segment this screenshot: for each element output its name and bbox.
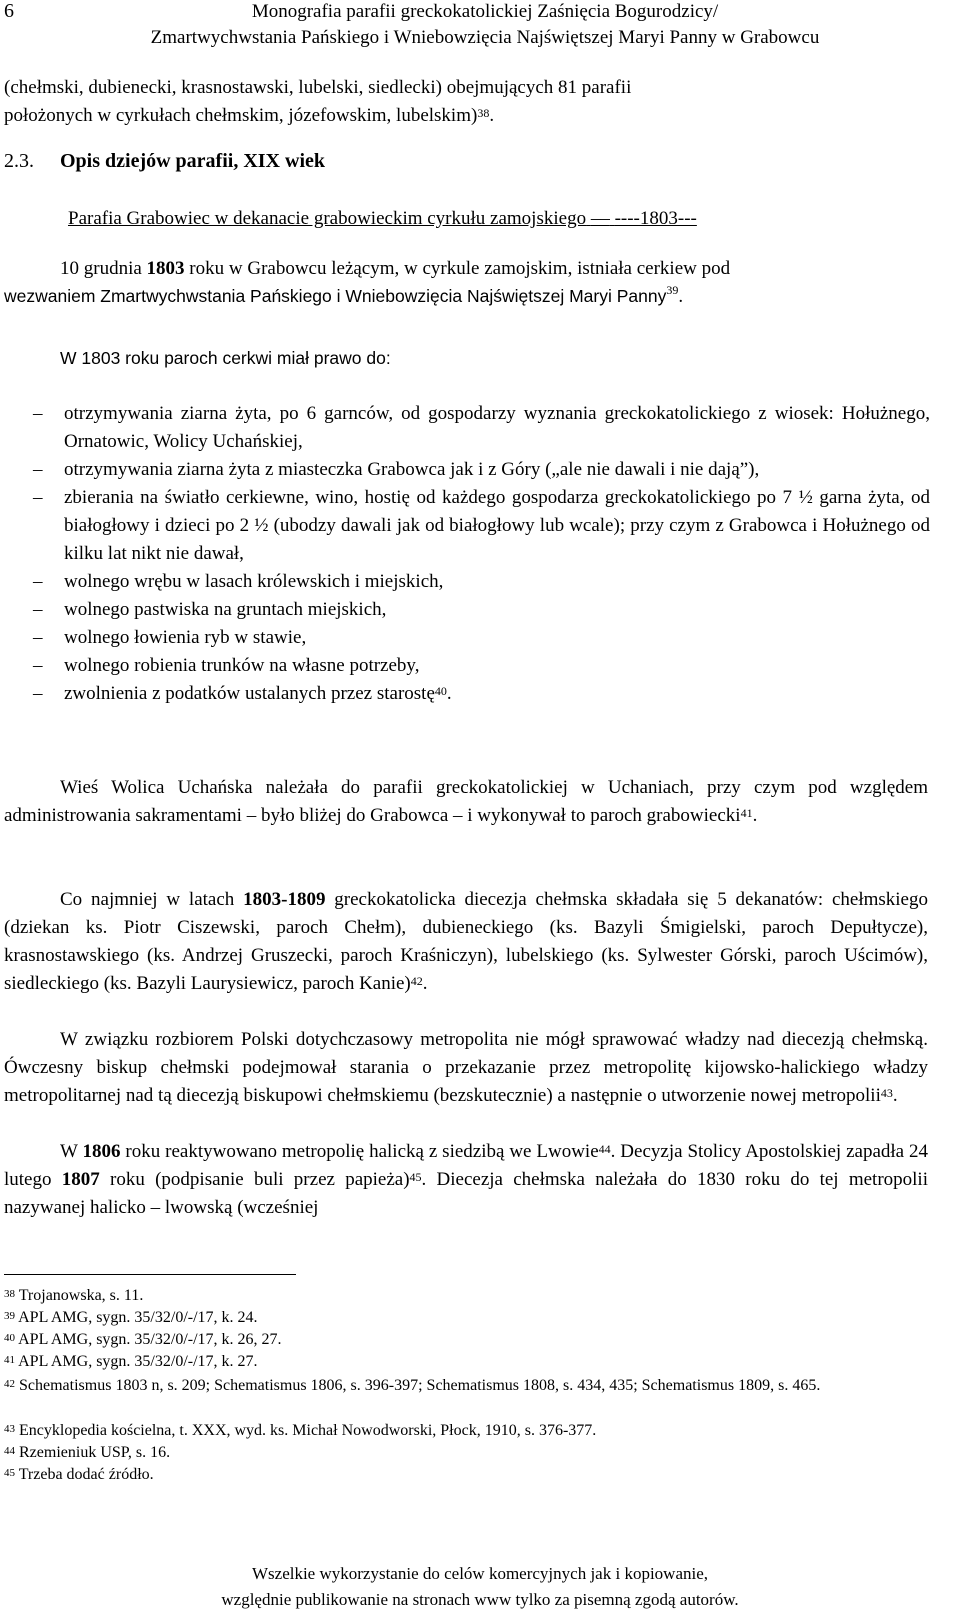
p5-end: .	[892, 1085, 898, 1106]
footnote-text: Schematismus 1803 n, s. 209; Schematismus 1806, s. 396-397; Schematismus 1808, s. 434, 435; Schematismus 1809, s. 465.	[15, 1377, 821, 1394]
p1-c: roku w Grabowcu leżącym, w cyrkule zamojskim, istniała cerkiew pod	[184, 258, 731, 279]
footnote-44	[4, 1442, 928, 1464]
p1-line-1	[60, 258, 730, 280]
footnote-43	[4, 1420, 928, 1442]
footnote-number: 42	[4, 1378, 15, 1390]
footnote-number: 41	[4, 1354, 15, 1366]
footnote-38	[4, 1285, 928, 1307]
footnote-number: 45	[4, 1467, 15, 1479]
intro-line-1: (chełmski, dubienecki, krasnostawski, lubelski, siedlecki) obejmujących 81 parafii	[4, 77, 632, 98]
rights-last-end: .	[446, 683, 452, 704]
p6-paragraph	[4, 1138, 928, 1222]
footnote-number: 44	[4, 1445, 15, 1457]
list-item: – wolnego łowienia ryb w stawie,	[0, 624, 930, 652]
list-item: – wolnego robienia trunków na własne potrzeby,	[0, 652, 930, 680]
footnote-ref-45[interactable]: 45	[409, 1170, 422, 1184]
list-item: – wolnego wrębu w lasach królewskich i miejskich,	[0, 568, 930, 596]
footnote-number: 39	[4, 1310, 15, 1322]
p2-text: W 1803 roku paroch cerkwi miał prawo do:	[60, 348, 391, 368]
intro-line-2: położonych w cyrkułach chełmskim, józefowskim, lubelskim)	[4, 105, 478, 126]
footnote-42	[4, 1375, 928, 1397]
list-item: – otrzymywania ziarna żyta, po 6 garnców, od gospodarzy wyznania greckokatolickiego z wiosek: Hołużnego, Ornatowic, Wolicy Uchańskiej,	[0, 400, 930, 456]
footnote-text: Trzeba dodać źródło.	[15, 1466, 154, 1483]
p5-paragraph	[4, 1026, 928, 1110]
footnote-ref-40[interactable]: 40	[434, 684, 447, 698]
p4-end: .	[422, 973, 428, 994]
intro-paragraph	[4, 74, 928, 130]
footnote-text: APL AMG, sygn. 35/32/0/-/17, k. 26, 27.	[15, 1331, 282, 1348]
list-item	[0, 680, 930, 708]
footnote-41	[4, 1351, 928, 1373]
p1-line-2-text: wezwaniem Zmartwychwstania Pańskiego i Wniebowzięcia Najświętszej Maryi Panny	[4, 286, 667, 306]
footnote-ref-42[interactable]: 42	[410, 974, 423, 988]
p1-line-2	[4, 283, 684, 308]
list-item: – otrzymywania ziarna żyta z miasteczka Grabowca jak i z Góry („ale nie dawali i nie dają”),	[0, 456, 930, 484]
footnote-ref-43[interactable]: 43	[880, 1086, 893, 1100]
p6-a: W	[60, 1141, 83, 1162]
p6-d: . Decyzja Stolicy Apostolskiej zapadła 24 lutego	[4, 1141, 928, 1190]
footnote-40	[4, 1329, 928, 1351]
footnote-divider	[4, 1274, 296, 1275]
subtitle-dash: ––	[590, 208, 610, 229]
footnote-number: 40	[4, 1332, 15, 1344]
footnote-text: Trojanowska, s. 11.	[15, 1287, 144, 1304]
footnote-text: Encyklopedia kościelna, t. XXX, wyd. ks. Michał Nowodworski, Płock, 1910, s. 376-377.	[15, 1422, 597, 1439]
p4-years: 1803-1809	[243, 889, 326, 910]
list-item: – wolnego pastwiska na gruntach miejskich,	[0, 596, 930, 624]
p4-c: greckokatolicka diecezja chełmska składała się 5 dekanatów: chełmskiego (dziekan ks. Piotr Ciszewski, paroch Chełm), dubieneckiego (ks. Bazyli Śmigielski, paroch Depułtycze), krasnostawskiego (ks. Andrzej Gruszecki, paroch Kraśniczyn), lubelskiego (ks. Sylwester Górski, paroch Uścimów), siedleckiego (ks. Bazyli Laurysiewicz, paroch Kanie)	[4, 889, 928, 994]
subtitle-text: Parafia Grabowiec w dekanacie grabowieckim cyrkułu zamojskiego	[68, 208, 587, 229]
p4-a: Co najmniej w latach	[60, 889, 244, 910]
rights-last-text: zwolnienia z podatków ustalanych przez starostę	[64, 683, 435, 704]
section-number: 2.3.	[4, 150, 34, 172]
running-header-line-1: Monografia parafii greckokatolickiej Zaśnięcia Bogurodzicy/	[251, 1, 719, 22]
section-subtitle	[68, 208, 697, 230]
rights-list	[0, 400, 930, 708]
footer-line-1: Wszelkie wykorzystanie do celów komercyjnych jak i kopiowanie,	[251, 1564, 709, 1583]
p6-c: roku reaktywowano metropolię halicką z siedzibą we Lwowie	[120, 1141, 599, 1162]
footnote-text: APL AMG, sygn. 35/32/0/-/17, k. 24.	[15, 1309, 258, 1326]
p6-g: . Diecezja chełmska należała do 1830 roku do tej metropolii nazywanej halicko – lwowską (wcześniej	[4, 1169, 928, 1218]
p2-line	[60, 348, 391, 370]
p1-a: 10 grudnia	[60, 258, 147, 279]
running-header-line-2: Zmartwychwstania Pańskiego i Wniebowzięcia Najświętszej Maryi Panny w Grabowcu	[150, 27, 820, 48]
p4-paragraph	[4, 886, 928, 998]
footnote-ref-41[interactable]: 41	[740, 806, 753, 820]
footnote-45	[4, 1464, 928, 1486]
p6-year-1806: 1806	[82, 1141, 121, 1162]
p1-year: 1803	[146, 258, 185, 279]
subtitle-year: ----1803---	[614, 208, 697, 229]
intro-end: .	[489, 105, 495, 126]
section-title: Opis dziejów parafii, XIX wiek	[60, 150, 325, 172]
p6-year-1807: 1807	[61, 1169, 100, 1190]
footnote-ref-44[interactable]: 44	[598, 1142, 611, 1156]
footnote-text: APL AMG, sygn. 35/32/0/-/17, k. 27.	[15, 1353, 258, 1370]
p5-text: W związku rozbiorem Polski dotychczasowy metropolita nie mógł sprawować władzy nad diecezją chełmską. Ówczesny biskup chełmski podejmował starania o przekazanie przez metropolitę kijowsko-halickiego władzy metropolitarnej nad tą diecezją biskupowi chełmskiemu (bezskutecznie) a następnie o utworzenie nowej metropolii	[4, 1029, 928, 1106]
footer-line-2: względnie publikowanie na stronach www tylko za pisemną zgodą autorów.	[221, 1590, 739, 1609]
p1-end: .	[678, 286, 684, 307]
footnote-ref-39[interactable]: 39	[666, 283, 679, 297]
footnote-39	[4, 1307, 928, 1329]
footnote-number: 43	[4, 1423, 15, 1435]
p3-end: .	[752, 805, 758, 826]
list-item: – zbierania na światło cerkiewne, wino, hostię od każdego gospodarza greckokatolickiego po 7 ½ garna żyta, od białogłowy i dzieci po 2 ½ (ubodzy dawali jak od białogłowy lub wcale); przy czym z Grabowca i Hołużnego od kilku lat nikt nie dawał,	[0, 484, 930, 568]
footnote-ref-38[interactable]: 38	[477, 106, 490, 120]
footnote-number: 38	[4, 1288, 15, 1300]
p3-paragraph	[4, 774, 928, 830]
footnote-text: Rzemieniuk USP, s. 16.	[15, 1444, 171, 1461]
p6-f: roku (podpisanie buli przez papieża)	[99, 1169, 410, 1190]
p3-text: Wieś Wolica Uchańska należała do parafii greckokatolickiej w Uchaniach, przy czym pod względem administrowania sakramentami – było bliżej do Grabowca – i wykonywał to paroch grabowiecki	[4, 777, 928, 826]
section-heading	[4, 150, 325, 173]
page-number: 6	[4, 0, 14, 22]
